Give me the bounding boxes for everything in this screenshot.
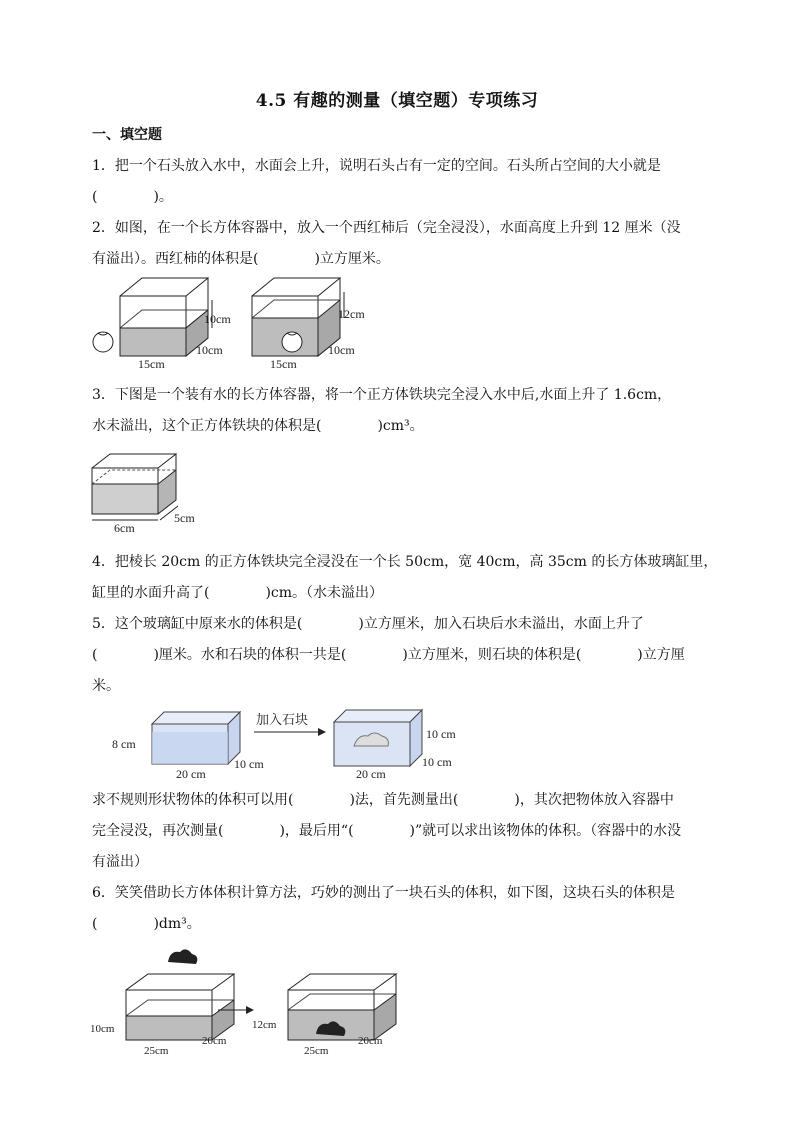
label-right-width: 10cm	[328, 343, 355, 357]
label-left-height: 10cm	[204, 312, 231, 326]
q5-extra-line-2: 完全浸没，再次测量( )，最后用“( )”就可以求出该物体的体积。（容器中的水没	[92, 823, 682, 839]
label-length-after: 25cm	[304, 1045, 329, 1057]
q5-extra-line-1: 求不规则形状物体的体积可以用( )法，首先测量出( )，其次把物体放入容器中	[92, 792, 674, 808]
q3-figure	[88, 448, 218, 538]
label-h-after: 12cm	[252, 1019, 277, 1031]
section-heading: 一、填空题	[92, 127, 162, 143]
label-h-after: 10 cm	[426, 727, 456, 741]
label-length: 6cm	[114, 521, 135, 535]
q5-line-3: 米。	[92, 678, 120, 694]
label-left-length: 15cm	[138, 357, 165, 371]
label-length-before: 25cm	[144, 1045, 169, 1057]
label-width: 5cm	[174, 511, 195, 525]
label-right-height: 12cm	[338, 307, 365, 321]
q5-line-1: 5．这个玻璃缸中原来水的体积是( )立方厘米，加入石块后水未溢出，水面上升了	[92, 616, 644, 632]
q6-line-2: ( )dm³。	[92, 916, 201, 932]
label-left-width: 10cm	[196, 343, 223, 357]
label-width-after: 20cm	[358, 1035, 383, 1047]
label-h-before: 10cm	[90, 1023, 115, 1035]
page-title: 4.5 有趣的测量（填空题）专项练习	[255, 91, 539, 111]
q4-line-1: 4．把棱长 20cm 的正方体铁块完全浸没在一个长 50cm，宽 40cm，高 35cm 的长方体玻璃缸里，	[92, 554, 718, 570]
tomato-icon	[282, 332, 302, 352]
label-length-before: 20 cm	[176, 767, 206, 781]
tomato-icon	[93, 332, 113, 352]
q3-line-1: 3．下图是一个装有水的长方体容器，将一个正方体铁块完全浸入水中后,水面上升了 1.6cm，	[92, 387, 672, 403]
stone-icon	[168, 949, 197, 964]
q2-line-1: 2．如图，在一个长方体容器中，放入一个西红柿后（完全浸没），水面高度上升到 12 厘米（没	[92, 220, 681, 236]
label-width-after: 10 cm	[422, 755, 452, 769]
q4-line-2: 缸里的水面升高了( )cm。（水未溢出）	[92, 585, 384, 601]
q3-line-2: 水未溢出，这个正方体铁块的体积是( )cm³。	[92, 418, 424, 434]
q6-line-1: 6．笑笑借助长方体体积计算方法，巧妙的测出了一块石头的体积，如下图，这块石头的体积是	[92, 885, 675, 901]
label-right-length: 15cm	[270, 357, 297, 371]
q5-extra-line-3: 有溢出）	[92, 854, 148, 870]
q5-line-2: ( )厘米。水和石块的体积一共是( )立方厘米，则石块的体积是( )立方厘	[92, 647, 685, 663]
q1-line-2: ( )。	[92, 189, 173, 205]
label-width-before: 10 cm	[234, 757, 264, 771]
q6-figure	[88, 944, 398, 1060]
label-h-before: 8 cm	[112, 737, 136, 751]
q5-figure	[108, 704, 478, 784]
label-width-before: 20cm	[202, 1035, 227, 1047]
q2-line-2: 有溢出）。西红柿的体积是( )立方厘米。	[92, 251, 390, 267]
arrow-label: 加入石块	[256, 712, 309, 727]
q2-figure	[88, 276, 378, 376]
q1-line-1: 1．把一个石头放入水中，水面会上升，说明石头占有一定的空间。石头所占空间的大小就是	[92, 158, 661, 174]
label-length-after: 20 cm	[356, 767, 386, 781]
